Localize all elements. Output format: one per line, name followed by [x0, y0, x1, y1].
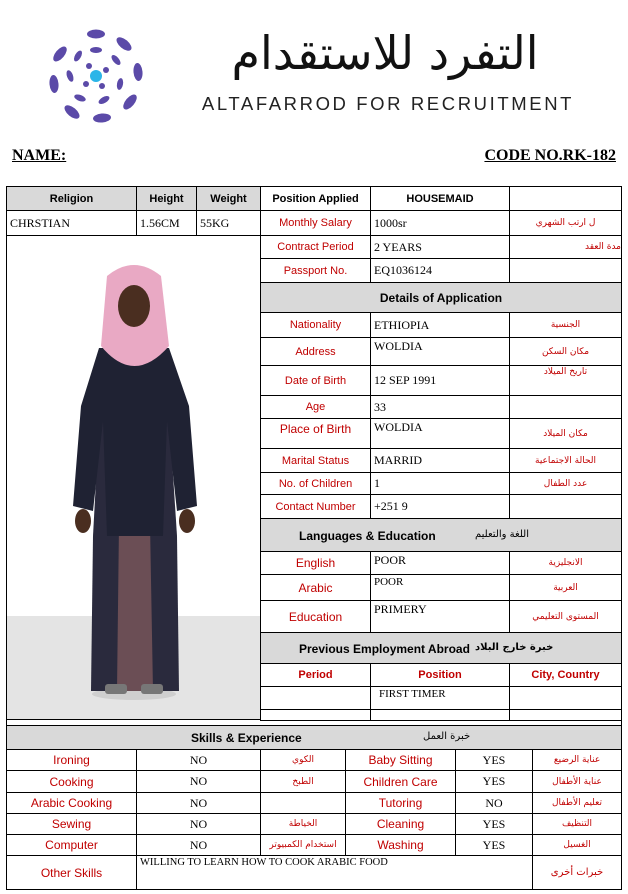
skills-header [6, 725, 622, 750]
age-label: Age [260, 395, 371, 419]
skill-left-label-3: Sewing [6, 813, 137, 835]
skill-right-label-3: Cleaning [345, 813, 456, 835]
children-label: No. of Children [260, 472, 371, 495]
height-value: 1.56CM [136, 210, 197, 236]
skill-left-label-1: Cooking [6, 770, 137, 793]
skill-right-label-4: Washing [345, 834, 456, 856]
height-header: Height [136, 186, 197, 211]
languages-title-ar: اللغة والتعليم [475, 529, 529, 540]
position-applied-value: HOUSEMAID [370, 186, 510, 211]
skill-left-label-2: Arabic Cooking [6, 792, 137, 814]
marital-status-value: MARRID [370, 448, 510, 473]
skill-left-value-2: NO [136, 792, 261, 814]
arabic-ar: العربية [509, 574, 622, 601]
children-value: 1 [370, 472, 510, 495]
company-logo [44, 24, 148, 128]
skill-left-ar-0: الكوي [260, 749, 346, 771]
skill-right-label-2: Tutoring [345, 792, 456, 814]
employment-title-ar: خبرة خارج البلاد [475, 642, 554, 653]
applicant-photo [6, 235, 261, 720]
passport-no-value: EQ1036124 [370, 258, 510, 283]
monthly-salary-ar: ل ارتب الشهري [509, 210, 622, 236]
weight-header: Weight [196, 186, 261, 211]
date-of-birth-label: Date of Birth [260, 365, 371, 396]
arabic-label: Arabic [260, 574, 371, 601]
skill-left-value-4: NO [136, 834, 261, 856]
employment-position-header: Position [370, 663, 510, 687]
skill-right-ar-2: تعليم الأطفال [532, 792, 622, 814]
contract-period-label: Contract Period [260, 235, 371, 259]
skill-right-ar-1: عناية الأطفال [532, 770, 622, 793]
skill-right-value-0: YES [455, 749, 533, 771]
education-label: Education [260, 600, 371, 633]
passport-no-label: Passport No. [260, 258, 371, 283]
employment-period-header: Period [260, 663, 371, 687]
skill-left-label-0: Ironing [6, 749, 137, 771]
education-value: PRIMERY [370, 600, 510, 633]
skill-right-label-0: Baby Sitting [345, 749, 456, 771]
employment-country-header: City, Country [509, 663, 622, 687]
passport-no-ar [509, 258, 622, 283]
code-number: CODE NO.RK-182 [484, 147, 616, 164]
contact-number-value: +251 9 [370, 494, 510, 519]
employment-title: Previous Employment Abroad [299, 642, 470, 656]
place-of-birth-label: Place of Birth [260, 418, 371, 449]
employment-country-cell [509, 686, 622, 710]
company-name-english: ALTAFARROD FOR RECRUITMENT [201, 93, 575, 114]
contact-number-label: Contact Number [260, 494, 371, 519]
employment-empty-position [370, 709, 510, 721]
skill-right-label-1: Children Care [345, 770, 456, 793]
skill-right-ar-0: عناية الرضيع [532, 749, 622, 771]
skill-left-ar-2 [260, 792, 346, 814]
position-applied-ar [509, 186, 622, 211]
age-ar [509, 395, 622, 419]
address-value: WOLDIA [370, 337, 510, 366]
employment-header [260, 632, 622, 664]
skill-right-value-2: NO [455, 792, 533, 814]
nationality-value: ETHIOPIA [370, 312, 510, 338]
marital-status-label: Marital Status [260, 448, 371, 473]
contract-period-value: 2 YEARS [370, 235, 510, 259]
skill-left-ar-3: الخياطة [260, 813, 346, 835]
english-value: POOR [370, 551, 510, 575]
company-name-arabic: التفرد للاستقدام [231, 26, 539, 80]
employment-empty-country [509, 709, 622, 721]
monthly-salary-value: 1000sr [370, 210, 510, 236]
skill-left-value-0: NO [136, 749, 261, 771]
nationality-label: Nationality [260, 312, 371, 338]
name-label: NAME: [12, 147, 67, 164]
english-label: English [260, 551, 371, 575]
address-ar: مكان السكن [509, 337, 622, 366]
children-ar: عدد الطفال [509, 472, 622, 495]
employment-period-cell [260, 686, 371, 710]
contract-period-ar: مدة العقد [509, 235, 622, 259]
place-of-birth-value: WOLDIA [370, 418, 510, 449]
marital-status-ar: الحالة الاجتماعية [509, 448, 622, 473]
skill-left-label-4: Computer [6, 834, 137, 856]
skill-right-value-1: YES [455, 770, 533, 793]
weight-value: 55KG [196, 210, 261, 236]
education-ar: المستوى التعليمي [509, 600, 622, 633]
nationality-ar: الجنسية [509, 312, 622, 338]
place-of-birth-ar: مكان الميلاد [509, 418, 622, 449]
other-skills-ar: خبرات أخرى [532, 855, 622, 890]
date-of-birth-ar: تاريخ الميلاد [509, 365, 622, 396]
skills-title: Skills & Experience [191, 731, 302, 745]
languages-title: Languages & Education [299, 529, 436, 543]
religion-header: Religion [6, 186, 137, 211]
other-skills-value: WILLING TO LEARN HOW TO COOK ARABIC FOOD [136, 855, 533, 890]
position-applied-label: Position Applied [260, 186, 371, 211]
skills-title-ar: خبرة العمل [423, 731, 471, 742]
skill-left-value-3: NO [136, 813, 261, 835]
skill-right-ar-4: الغسيل [532, 834, 622, 856]
skill-left-ar-1: الطبخ [260, 770, 346, 793]
details-header: Details of Application [260, 282, 622, 313]
employment-empty-period [260, 709, 371, 721]
skill-right-value-3: YES [455, 813, 533, 835]
monthly-salary-label: Monthly Salary [260, 210, 371, 236]
languages-header [260, 518, 622, 552]
age-value: 33 [370, 395, 510, 419]
address-label: Address [260, 337, 371, 366]
religion-value: CHRSTIAN [6, 210, 137, 236]
other-skills-label: Other Skills [6, 855, 137, 890]
contact-number-ar [509, 494, 622, 519]
skill-right-ar-3: التنظيف [532, 813, 622, 835]
skill-left-ar-4: استخدام الكمبيوتر [260, 834, 346, 856]
employment-position-cell: FIRST TIMER [370, 686, 510, 710]
skill-left-value-1: NO [136, 770, 261, 793]
english-ar: الانجليزية [509, 551, 622, 575]
arabic-value: POOR [370, 574, 510, 601]
skill-right-value-4: YES [455, 834, 533, 856]
date-of-birth-value: 12 SEP 1991 [370, 365, 510, 396]
